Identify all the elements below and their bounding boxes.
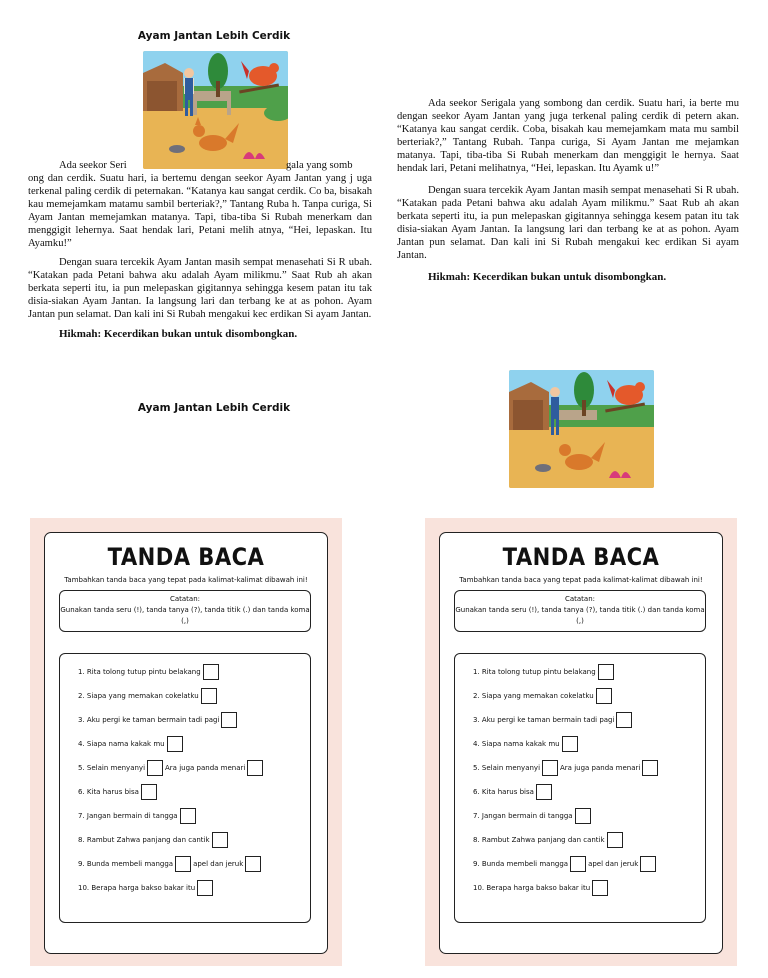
answer-box[interactable] xyxy=(592,880,608,896)
worksheet-subtitle: Tambahkan tanda baca yang tepat pada kalimat-kalimat dibawah ini! xyxy=(459,576,703,584)
para1-line1-end: gala yang somb xyxy=(286,160,353,171)
question-item xyxy=(473,736,580,752)
answer-box[interactable] xyxy=(616,712,632,728)
question-item xyxy=(473,784,554,800)
worksheet-title: TANDA BACA xyxy=(502,543,660,571)
note-body: Gunakan tanda seru (!), tanda tanya (?), tanda titik (.) dan tanda koma (,) xyxy=(455,606,705,625)
question-text-continued: Ara juga panda menari xyxy=(560,764,641,772)
answer-box[interactable] xyxy=(197,880,213,896)
question-text: 10. Berapa harga bakso bakar itu xyxy=(473,884,591,892)
question-text: 5. Selain menyanyi xyxy=(78,764,146,772)
story-left-para2: Dengan suara tercekik Ayam Jantan masih sempat menasehati Si R ubah. “Katakan pada Petani bahwa aku adalah Ayam milikmu.” Saat Rub ah akan berkata seperti itu, ia pun melepaskan gigitannya sehingga kesem patan itu tak disia-siakan Ayam Jantan. Ia langsung lari dan terbang ke at as pohon. Ayam Jantan pun selamat. Dan kali ini Si Rubah mengakui kec erdikan Si ayam Jantan. xyxy=(28,257,372,320)
note-body: Gunakan tanda seru (!), tanda tanya (?), tanda titik (.) dan tanda koma (,) xyxy=(60,606,310,625)
question-text: 4. Siapa nama kakak mu xyxy=(473,740,560,748)
question-item xyxy=(473,760,660,776)
answer-box[interactable] xyxy=(570,856,586,872)
story-left-hikmah: Hikmah: Kecerdikan bukan untuk disombongkan. xyxy=(59,328,298,340)
story-right-para1: Ada seekor Serigala yang sombong dan cerdik. Suatu hari, ia berte mu dengan seekor Ayam Jantan yang juga terkenal paling cerdik di petern akan. “Katanya kau sangat cerdik. Coba, bisakah kau memejamkam mata mu sambil berteriak?,” Tantang Rubah. Tanpa curiga, Si Ayam Jantan me mejamkan matanya. Tapi, tiba-tiba Si Rubah menerkam dan menggigit le hernya. Saat hendak lari, Petani melihatnya, “Hei, lepaskan. Itu Ayamk u!” xyxy=(397,98,739,174)
question-item xyxy=(473,832,625,848)
question-text: 9. Bunda membeli mangga xyxy=(473,860,569,868)
question-item xyxy=(473,664,616,680)
story-body-left xyxy=(28,159,372,340)
question-item xyxy=(78,664,221,680)
worksheet-note xyxy=(59,590,311,632)
story-title-repeat: Ayam Jantan Lebih Cerdik xyxy=(137,402,291,414)
question-item xyxy=(78,784,159,800)
worksheet-card xyxy=(439,532,723,954)
question-text: 10. Berapa harga bakso bakar itu xyxy=(78,884,196,892)
question-item xyxy=(78,736,185,752)
question-item xyxy=(473,856,658,872)
answer-box[interactable] xyxy=(642,760,658,776)
answer-box[interactable] xyxy=(542,760,558,776)
question-item xyxy=(78,856,263,872)
answer-box[interactable] xyxy=(575,808,591,824)
answer-box[interactable] xyxy=(212,832,228,848)
worksheet-title: TANDA BACA xyxy=(107,543,265,571)
worksheet-list xyxy=(454,653,706,923)
worksheet-subtitle: Tambahkan tanda baca yang tepat pada kalimat-kalimat dibawah ini! xyxy=(64,576,308,584)
question-text: 1. Rita tolong tutup pintu belakang xyxy=(473,668,596,676)
worksheet-list xyxy=(59,653,311,923)
answer-box[interactable] xyxy=(221,712,237,728)
question-text: 3. Aku pergi ke taman bermain tadi pagi xyxy=(78,716,220,724)
story-left-para1: ong dan cerdik. Suatu hari, ia bertemu dengan seekor Ayam Jantan yang j uga terkenal paling cerdik di peternakan. “Katanya kau sangat cerdik. Co ba, bisakah kau memejamkam matamu sambil berteriak?,” Tantang Ruba h. Tanpa curiga, Si Ayam Jantan memejamkan matanya. Tapi, tiba-tiba Si Rubah menerkam dan menggigit lehernya. Saat hendak lari, Petani melih atnya, “Hei, lepaskan. Itu Ayamku!” xyxy=(28,173,372,249)
answer-box[interactable] xyxy=(201,688,217,704)
para1-start: Ada seekor Seri xyxy=(59,160,127,171)
question-text: 9. Bunda membeli mangga xyxy=(78,860,174,868)
question-text: 6. Kita harus bisa xyxy=(78,788,139,796)
story-title-left: Ayam Jantan Lebih Cerdik xyxy=(137,30,291,42)
story-right-para2: Dengan suara tercekik Ayam Jantan masih sempat menasehati Si R ubah. “Katakan pada Petani bahwa aku adalah Ayam milikmu.” Saat Rub ah akan berkata seperti itu, ia pun melepaskan gigitannya sehingga kesem patan itu tak disia-siakan Ayam Jantan. Ia langsung lari dan terbang ke at as pohon. Ayam Jantan pun selamat. Dan kali ini Si Rubah mengakui kec erdikan Si ayam Jantan. xyxy=(397,185,739,261)
story-body-right xyxy=(397,97,739,283)
question-item xyxy=(473,688,614,704)
question-text: 5. Selain menyanyi xyxy=(473,764,541,772)
worksheet-right xyxy=(425,518,737,966)
answer-box[interactable] xyxy=(167,736,183,752)
answer-box[interactable] xyxy=(175,856,191,872)
note-title: Catatan: xyxy=(169,595,201,603)
question-text: 8. Rambut Zahwa panjang dan cantik xyxy=(473,836,605,844)
question-item xyxy=(473,808,593,824)
question-item xyxy=(78,688,219,704)
question-item xyxy=(78,808,198,824)
answer-box[interactable] xyxy=(598,664,614,680)
answer-box[interactable] xyxy=(640,856,656,872)
question-text: 1. Rita tolong tutup pintu belakang xyxy=(78,668,201,676)
question-text: 3. Aku pergi ke taman bermain tadi pagi xyxy=(473,716,615,724)
question-item xyxy=(473,712,634,728)
question-text: 7. Jangan bermain di tangga xyxy=(473,812,573,820)
answer-box[interactable] xyxy=(245,856,261,872)
answer-box[interactable] xyxy=(180,808,196,824)
worksheet-left xyxy=(30,518,342,966)
question-text: 8. Rambut Zahwa panjang dan cantik xyxy=(78,836,210,844)
question-item xyxy=(78,760,265,776)
question-text: 4. Siapa nama kakak mu xyxy=(78,740,165,748)
question-text-continued: apel dan jeruk xyxy=(193,860,244,868)
question-item xyxy=(78,832,230,848)
question-item xyxy=(473,880,610,896)
story-right-hikmah: Hikmah: Kecerdikan bukan untuk disombongkan. xyxy=(428,271,667,283)
worksheet-note xyxy=(454,590,706,632)
question-text: 6. Kita harus bisa xyxy=(473,788,534,796)
answer-box[interactable] xyxy=(536,784,552,800)
answer-box[interactable] xyxy=(607,832,623,848)
question-text-continued: apel dan jeruk xyxy=(588,860,639,868)
answer-box[interactable] xyxy=(247,760,263,776)
answer-box[interactable] xyxy=(147,760,163,776)
question-text-continued: Ara juga panda menari xyxy=(165,764,246,772)
note-title: Catatan: xyxy=(564,595,596,603)
story-illustration-left xyxy=(143,51,288,169)
answer-box[interactable] xyxy=(141,784,157,800)
answer-box[interactable] xyxy=(203,664,219,680)
question-text: 2. Siapa yang memakan cokelatku xyxy=(78,692,199,700)
answer-box[interactable] xyxy=(596,688,612,704)
question-item xyxy=(78,880,215,896)
answer-box[interactable] xyxy=(562,736,578,752)
question-text: 2. Siapa yang memakan cokelatku xyxy=(473,692,594,700)
worksheet-card xyxy=(44,532,328,954)
question-item xyxy=(78,712,239,728)
question-text: 7. Jangan bermain di tangga xyxy=(78,812,178,820)
story-illustration-right xyxy=(509,370,654,488)
